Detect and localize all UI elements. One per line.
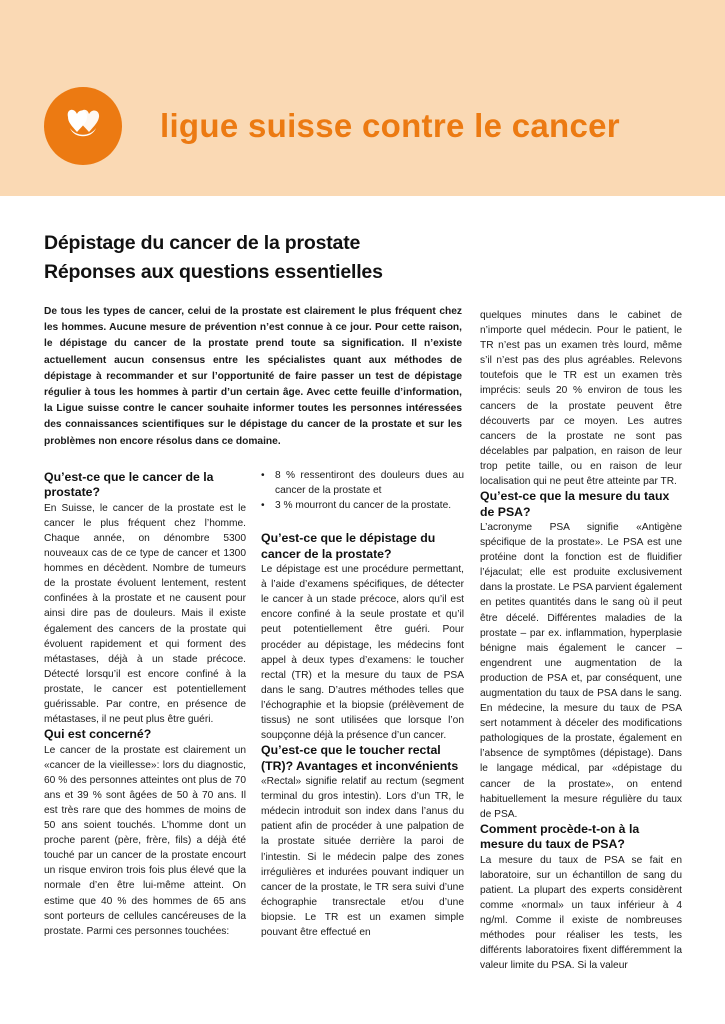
bullet-icon: •	[261, 470, 265, 481]
list-item-text: 8 % ressentiront des douleurs dues au cancer de la prostate et	[275, 470, 464, 497]
paragraph-psa: L’acronyme PSA signifie «Antigène spécifique de la prostate». Le PSA est une protéine dont la fonction est de fluidifier l’éjaculat; elle est produite exclusivement dans la prostate. Le PSA parvient également en petites quantités dans le sang où il peut être décelé. Différentes maladies de la prostate – par ex. inflammation, hyperplasie bénigne mais également le cancer – engendrent une augmentation de la production de PSA et, par conséquent, une augmentation du taux de PSA dans le sang. En médecine, la mesure du taux de PSA sert notamment à déceler des modifications pathologiques de la prostate, également en l’absence de symptômes (dépistage). Dans le langage médical, par «dépistage du cancer de la prostate», on entend habituellement la mesure régulière du taux de PSA.	[480, 521, 682, 820]
title-line-1: Dépistage du cancer de la prostate	[44, 232, 361, 254]
paragraph-screening: Le dépistage est une procédure permettant, à l’aide d’examens spécifiques, de détecter le cancer à un stade précoce, alors qu’il est encore confiné à la seule prostate et qu’il peut potentiellement être guéri. Pour procéder au dépistage, les médecins font appel à deux types d’examens: le toucher rectal (TR) et la mesure du taux de PSA dans le sang. D’autres méthodes telles que l’échographie et la biopsie (prélèvement de tissus) ne sont utilisées que lorsque l’on soupçonne déjà la présence d’un cancer.	[261, 564, 464, 742]
column-3	[480, 308, 682, 973]
paragraph-psa-procedure: La mesure du taux de PSA se fait en laboratoire, sur un échantillon de sang du patient. La plupart des experts considèrent comme «normal» un taux inférieur à 4 ng/ml. Comme il existe de nombreuses méthodes pour réaliser les tests, les différents laboratoires fixent différemment la valeur limite du PSA. Si la valeur	[480, 854, 682, 972]
intro-paragraph: De tous les types de cancer, celui de la prostate est clairement le plus fréquent chez les hommes. Aucune mesure de prévention n’est connue à ce jour. Pour cette raison, le dépistage du cancer de la prostate prend toute sa signification. Il n’existe actuellement aucun consensus entre les spécialistes quant aux méthodes de dépistage à recommander et sur l’opportunité de faire passer un test de dépistage régulier à tous les hommes à partir d’un certain âge. Avec cette feuille d’information, la Ligue suisse contre le cancer souhaite informer toutes les personnes intéressées des connaissances scientifiques sur le dépistage du cancer de la prostate et sur les problèmes non encore résolus dans ce domaine.	[44, 306, 462, 447]
column-1	[44, 470, 246, 939]
heading-psa-procedure: Comment procède-t-on à la mesure du taux de PSA?	[480, 821, 640, 852]
heart-leaves-icon	[44, 87, 122, 165]
list-item	[261, 468, 464, 498]
heading-what-is-screening: Qu’est-ce que le dépistage du cancer de la prostate?	[261, 531, 436, 561]
column-2	[261, 468, 464, 940]
page-title	[44, 229, 383, 287]
bullet-list	[261, 468, 464, 513]
paragraph-rectal-exam: «Rectal» signifie relatif au rectum (segment terminal du gros intestin). Lors d’un TR, le médecin introduit son index dans l’anus du patient afin de procéder à une palpation de la prostate située derrière la paroi de l’intestin. Si le médecin palpe des zones irrégulières et indurées pouvant indiquer un cancer de la prostate, le TR sera suivi d’une échographie transrectale et/ou d’une biopsie. Le TR est un examen simple pouvant être effectué en	[261, 776, 464, 938]
list-item	[261, 498, 464, 513]
title-line-2: Réponses aux questions essentielles	[44, 261, 383, 283]
heading-rectal-exam: Qu’est-ce que le toucher rectal (TR)? Avantages et inconvénients	[261, 743, 459, 773]
heading-who-is-affected: Qui est concerné?	[44, 727, 152, 742]
heading-what-is-prostate-cancer: Qu’est-ce que le cancer de la prostate?	[44, 470, 214, 500]
paragraph-who-is-affected: Le cancer de la prostate est clairement un «cancer de la vieillesse»: lors du diagnostic, 60 % des personnes atteintes ont plus de 70 ans et 39 % sont âgées de 50 à 70 ans. Il est très rare que des hommes de moins de 50 ans soient touchés. L’homme dont un proche parent (père, frère, fils) a déjà été touché par un cancer de la prostate encourt un risque environ trois fois plus élevé que la normale d’en être lui-même atteint. On estime que 40 % des hommes de 65 ans sont porteurs de cellules cancéreuses de la prostate. Parmi ces personnes touchées:	[44, 744, 246, 937]
heading-psa-measurement: Qu’est-ce que la mesure du taux de PSA?	[480, 489, 670, 519]
paragraph-what-is: En Suisse, le cancer de la prostate est le cancer le plus fréquent chez l’homme. Chaque année, on dénombre 5300 nouveaux cas de ce type de cancer et 1300 hommes en décèdent. Nombre de tumeurs de la prostate évoluent lentement, restent confinées à la prostate et ne causent pour ainsi dire pas de douleurs. Mais il existe également des cancers de la prostate qui évoluent rapidement et qui forment des métastases, déjà à un stade précoce. Détecté lorsqu’il est encore confiné à la prostate, le cancer est potentiellement guérissable. Par contre, en présence de métastases, il ne peut plus être guéri.	[44, 502, 246, 726]
brand-name: ligue suisse contre le cancer	[160, 107, 620, 144]
header-band	[0, 0, 725, 196]
logo	[44, 87, 122, 165]
paragraph-rectal-exam-continued: quelques minutes dans le cabinet de n’importe quel médecin. Pour le patient, le TR n’est pas un examen très lourd, même s’il n’est pas des plus agréables. Relevons toutefois que le TR est un examen très imprécis: seuls 20 % environ de tous les cancers de la prostate peuvent être découverts par ce moyen. Les autres cancers de la prostate ne sont pas décelables par palpation, en raison de leur trop petite taille, ou en raison de leur localisation qui ne peut être atteinte par TR.	[480, 310, 682, 488]
bullet-icon: •	[261, 500, 265, 512]
list-item-text: 3 % mourront du cancer de la prostate.	[275, 500, 452, 512]
